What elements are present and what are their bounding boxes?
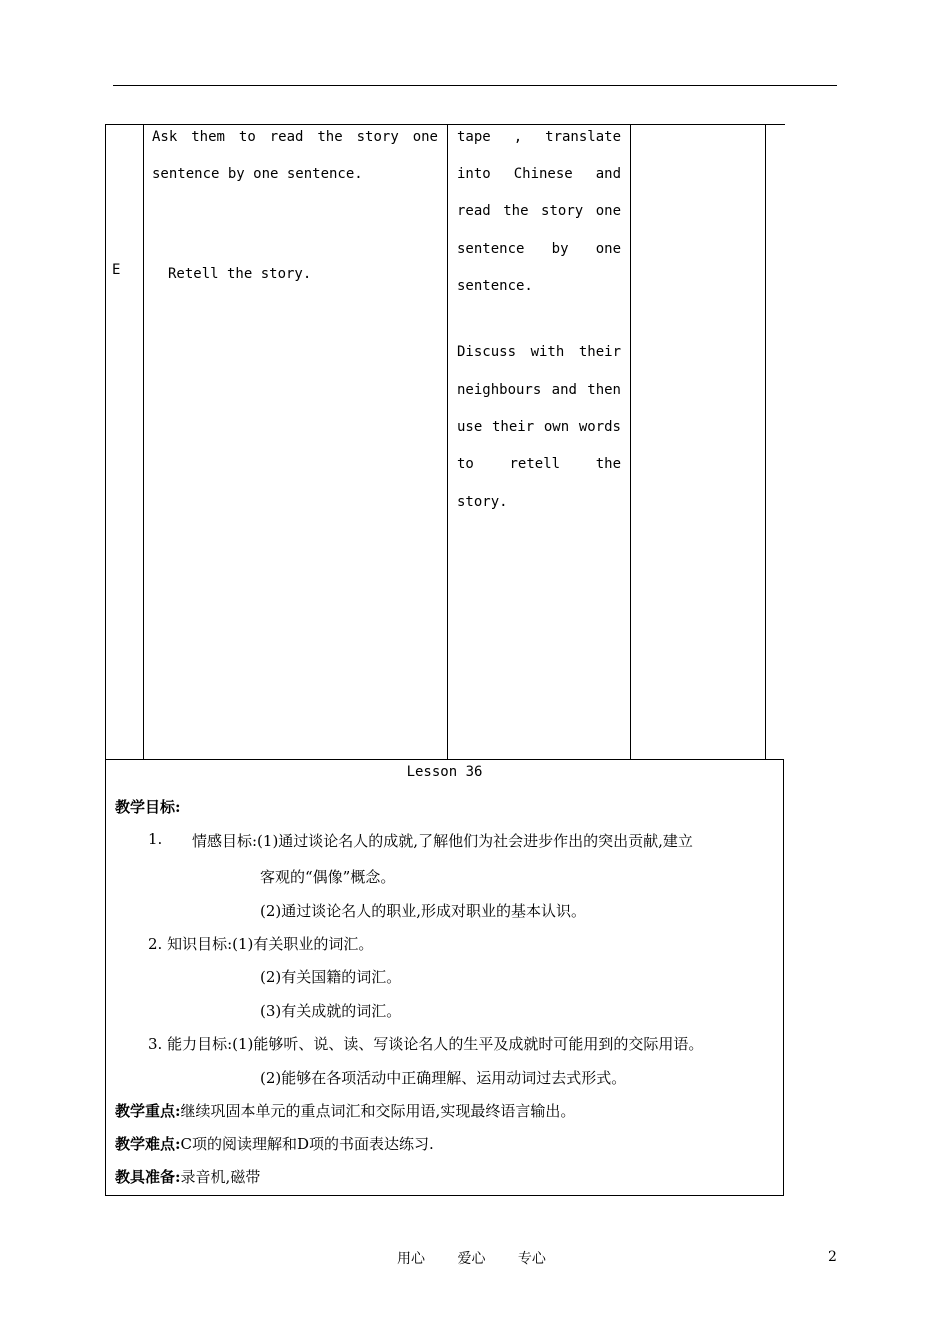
lesson-36-box <box>105 759 784 1196</box>
objective-emotion-line: 情感目标:(1)通过谈论名人的成就,了解他们为社会进步作出的突出贡献,建立 <box>192 832 693 850</box>
difficult-points-label: 教学难点: <box>115 1135 181 1153</box>
teacher-activity-line: sentence by one sentence. <box>152 166 363 182</box>
page-number: 2 <box>828 1249 837 1265</box>
key-points-label: 教学重点: <box>115 1102 181 1120</box>
objective-emotion-line: 客观的“偶像”概念。 <box>260 868 396 886</box>
step-label: E <box>112 262 121 278</box>
student-activity-line: sentence by one <box>457 241 621 257</box>
objectives-label: 教学目标: <box>115 798 181 816</box>
student-activity-line: sentence. <box>457 278 533 294</box>
key-points <box>115 1100 575 1121</box>
teacher-activity-line: Retell the story. <box>168 266 312 282</box>
table-col-line <box>447 124 448 759</box>
objective-number: 1. <box>148 830 163 848</box>
table-col-line <box>143 124 144 759</box>
footer-word: 用心 <box>397 1251 425 1267</box>
table-top-border-ext <box>765 124 785 125</box>
teaching-tools-label: 教具准备: <box>115 1168 181 1186</box>
objective-knowledge-line: (3)有关成就的词汇。 <box>260 1002 402 1020</box>
table-col-line <box>765 124 766 759</box>
footer-word: 专心 <box>517 1251 546 1267</box>
student-activity-line: neighbours and then <box>457 382 621 398</box>
footer-motto <box>397 1248 564 1268</box>
student-activity-line: Discuss with their <box>457 344 621 360</box>
teacher-activity-line: Ask them to read the story one <box>152 129 438 145</box>
table-col-line <box>630 124 631 759</box>
teaching-tools <box>115 1166 260 1187</box>
objective-emotion-line: (2)通过谈论名人的职业,形成对职业的基本认识。 <box>260 902 587 920</box>
objective-ability-line: 3. 能力目标:(1)能够听、说、读、写谈论名人的生平及成就时可能用到的交际用语。 <box>148 1035 704 1053</box>
teaching-tools-text: 录音机,磁带 <box>180 1168 261 1186</box>
key-points-text: 继续巩固本单元的重点词汇和交际用语,实现最终语言输出。 <box>180 1102 576 1120</box>
student-activity-line: read the story one <box>457 203 621 219</box>
student-activity-line: into Chinese and <box>457 166 621 182</box>
objective-knowledge-line: (2)有关国籍的词汇。 <box>260 968 402 986</box>
student-activity-line: use their own words <box>457 419 621 435</box>
difficult-points-text: C项的阅读理解和D项的书面表达练习. <box>180 1135 434 1153</box>
lesson-title: Lesson 36 <box>406 764 483 780</box>
objective-knowledge-line: 2. 知识目标:(1)有关职业的词汇。 <box>148 935 374 953</box>
table-col-line <box>105 124 106 759</box>
footer-word: 爱心 <box>457 1251 486 1267</box>
student-activity-line: tape , translate <box>457 129 621 145</box>
student-activity-line: story. <box>457 494 508 510</box>
difficult-points <box>115 1133 434 1154</box>
objective-ability-line: (2)能够在各项活动中正确理解、运用动词过去式形式。 <box>260 1069 627 1087</box>
header-rule <box>113 85 837 86</box>
student-activity-line: to retell the <box>457 456 621 472</box>
